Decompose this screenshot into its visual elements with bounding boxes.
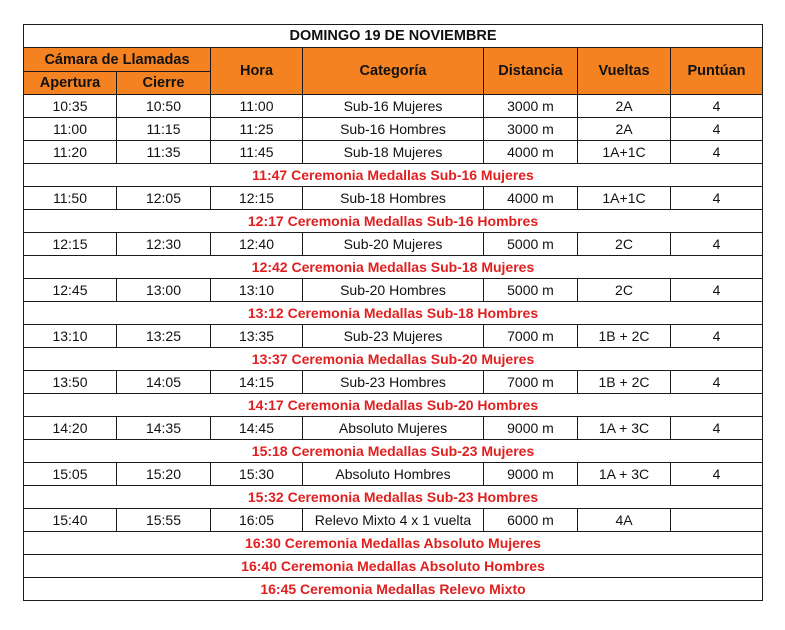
cell-apertura: 12:15 [24, 233, 117, 256]
cell-distancia: 3000 m [484, 95, 578, 118]
header-apertura: Apertura [24, 72, 117, 95]
ceremony-row [24, 555, 763, 578]
cell-categoria: Sub-18 Mujeres [303, 141, 484, 164]
ceremony-text: 15:32 Ceremonia Medallas Sub-23 Hombres [24, 486, 763, 509]
ceremony-row [24, 578, 763, 601]
cell-puntuan: 4 [671, 233, 763, 256]
race-row [24, 509, 763, 532]
ceremony-text: 11:47 Ceremonia Medallas Sub-16 Mujeres [24, 164, 763, 187]
ceremony-text: 16:40 Ceremonia Medallas Absoluto Hombres [24, 555, 763, 578]
cell-cierre: 15:55 [117, 509, 211, 532]
cell-vueltas: 4A [578, 509, 671, 532]
cell-categoria: Absoluto Mujeres [303, 417, 484, 440]
ceremony-row [24, 486, 763, 509]
ceremony-row [24, 164, 763, 187]
cell-categoria: Sub-18 Hombres [303, 187, 484, 210]
cell-apertura: 12:45 [24, 279, 117, 302]
race-row [24, 141, 763, 164]
cell-puntuan: 4 [671, 118, 763, 141]
cell-cierre: 11:15 [117, 118, 211, 141]
cell-puntuan: 4 [671, 95, 763, 118]
cell-vueltas: 1B + 2C [578, 371, 671, 394]
ceremony-text: 16:45 Ceremonia Medallas Relevo Mixto [24, 578, 763, 601]
header-cierre: Cierre [117, 72, 211, 95]
cell-apertura: 14:20 [24, 417, 117, 440]
cell-cierre: 13:00 [117, 279, 211, 302]
race-row [24, 187, 763, 210]
cell-puntuan: 4 [671, 187, 763, 210]
header-camara: Cámara de Llamadas [24, 48, 211, 72]
cell-puntuan: 4 [671, 325, 763, 348]
cell-categoria: Sub-16 Mujeres [303, 95, 484, 118]
cell-hora: 12:15 [211, 187, 303, 210]
ceremony-row [24, 440, 763, 463]
header-puntuan: Puntúan [671, 48, 763, 95]
cell-vueltas: 2C [578, 279, 671, 302]
cell-apertura: 15:05 [24, 463, 117, 486]
cell-hora: 14:15 [211, 371, 303, 394]
ceremony-text: 15:18 Ceremonia Medallas Sub-23 Mujeres [24, 440, 763, 463]
cell-vueltas: 2A [578, 95, 671, 118]
cell-vueltas: 2A [578, 118, 671, 141]
cell-vueltas: 1B + 2C [578, 325, 671, 348]
cell-distancia: 4000 m [484, 187, 578, 210]
header-categoria: Categoría [303, 48, 484, 95]
cell-categoria: Sub-20 Mujeres [303, 233, 484, 256]
cell-hora: 11:45 [211, 141, 303, 164]
race-row [24, 325, 763, 348]
ceremony-row [24, 532, 763, 555]
race-row [24, 118, 763, 141]
cell-distancia: 5000 m [484, 233, 578, 256]
cell-cierre: 15:20 [117, 463, 211, 486]
cell-categoria: Sub-23 Mujeres [303, 325, 484, 348]
ceremony-text: 16:30 Ceremonia Medallas Absoluto Mujeres [24, 532, 763, 555]
ceremony-text: 14:17 Ceremonia Medallas Sub-20 Hombres [24, 394, 763, 417]
ceremony-text: 13:12 Ceremonia Medallas Sub-18 Hombres [24, 302, 763, 325]
cell-hora: 12:40 [211, 233, 303, 256]
cell-distancia: 3000 m [484, 118, 578, 141]
cell-apertura: 13:10 [24, 325, 117, 348]
ceremony-row [24, 348, 763, 371]
cell-categoria: Sub-16 Hombres [303, 118, 484, 141]
header-hora: Hora [211, 48, 303, 95]
cell-cierre: 13:25 [117, 325, 211, 348]
cell-cierre: 12:05 [117, 187, 211, 210]
cell-apertura: 15:40 [24, 509, 117, 532]
cell-hora: 11:25 [211, 118, 303, 141]
race-row [24, 95, 763, 118]
cell-cierre: 14:05 [117, 371, 211, 394]
cell-puntuan: 4 [671, 279, 763, 302]
ceremony-row [24, 394, 763, 417]
race-row [24, 279, 763, 302]
cell-categoria: Relevo Mixto 4 x 1 vuelta [303, 509, 484, 532]
cell-distancia: 6000 m [484, 509, 578, 532]
ceremony-text: 12:17 Ceremonia Medallas Sub-16 Hombres [24, 210, 763, 233]
cell-vueltas: 1A + 3C [578, 463, 671, 486]
cell-hora: 15:30 [211, 463, 303, 486]
cell-hora: 14:45 [211, 417, 303, 440]
cell-hora: 16:05 [211, 509, 303, 532]
cell-hora: 13:35 [211, 325, 303, 348]
cell-puntuan: 4 [671, 417, 763, 440]
cell-categoria: Absoluto Hombres [303, 463, 484, 486]
cell-categoria: Sub-20 Hombres [303, 279, 484, 302]
cell-distancia: 7000 m [484, 371, 578, 394]
ceremony-row [24, 256, 763, 279]
cell-hora: 13:10 [211, 279, 303, 302]
cell-vueltas: 1A + 3C [578, 417, 671, 440]
ceremony-row [24, 210, 763, 233]
cell-cierre: 12:30 [117, 233, 211, 256]
cell-apertura: 11:00 [24, 118, 117, 141]
cell-cierre: 11:35 [117, 141, 211, 164]
cell-distancia: 4000 m [484, 141, 578, 164]
cell-cierre: 14:35 [117, 417, 211, 440]
cell-puntuan: 4 [671, 141, 763, 164]
race-row [24, 233, 763, 256]
cell-apertura: 11:20 [24, 141, 117, 164]
cell-apertura: 13:50 [24, 371, 117, 394]
cell-distancia: 9000 m [484, 417, 578, 440]
cell-vueltas: 1A+1C [578, 187, 671, 210]
race-row [24, 417, 763, 440]
cell-puntuan [671, 509, 763, 532]
ceremony-text: 12:42 Ceremonia Medallas Sub-18 Mujeres [24, 256, 763, 279]
ceremony-row [24, 302, 763, 325]
header-vueltas: Vueltas [578, 48, 671, 95]
cell-categoria: Sub-23 Hombres [303, 371, 484, 394]
cell-distancia: 9000 m [484, 463, 578, 486]
cell-hora: 11:00 [211, 95, 303, 118]
race-row [24, 463, 763, 486]
schedule-body [24, 95, 763, 601]
cell-cierre: 10:50 [117, 95, 211, 118]
schedule-title: DOMINGO 19 DE NOVIEMBRE [24, 25, 763, 48]
cell-puntuan: 4 [671, 463, 763, 486]
cell-apertura: 11:50 [24, 187, 117, 210]
cell-vueltas: 1A+1C [578, 141, 671, 164]
cell-apertura: 10:35 [24, 95, 117, 118]
cell-distancia: 5000 m [484, 279, 578, 302]
race-row [24, 371, 763, 394]
header-distancia: Distancia [484, 48, 578, 95]
cell-puntuan: 4 [671, 371, 763, 394]
schedule-table [23, 24, 763, 601]
cell-distancia: 7000 m [484, 325, 578, 348]
ceremony-text: 13:37 Ceremonia Medallas Sub-20 Mujeres [24, 348, 763, 371]
cell-vueltas: 2C [578, 233, 671, 256]
